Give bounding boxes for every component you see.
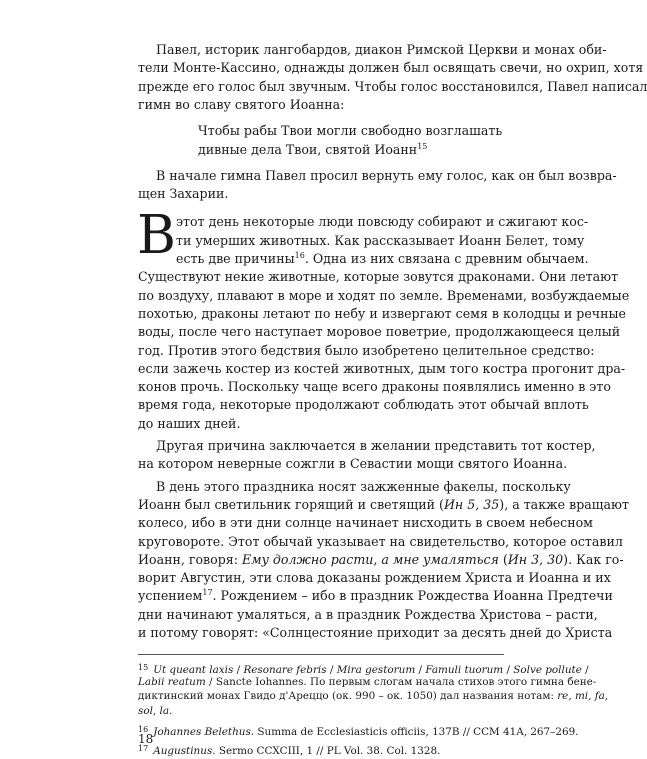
body-text: ). Как го- (563, 551, 624, 567)
footnote-text: Solve pollute (513, 664, 582, 677)
body-line: щен Захарии. (138, 186, 229, 202)
body-line (138, 551, 624, 570)
body-line: ти умерших животных. Как рассказывает Иоанн Белет, тому (176, 232, 585, 248)
verse-text: дивные дела Твои, святой Иоанн (198, 141, 418, 157)
body-text: ( (498, 551, 508, 567)
body-line: до наших дней. (138, 415, 241, 431)
intro-line: Павел, историк лангобардов, диакон Римской Церкви и монах оби- (156, 42, 607, 57)
footnote-text: Famuli tuorum (425, 664, 504, 677)
intro-line: тели Монте-Кассино, однажды должен был освящать свечи, но охрип, хотя (138, 60, 644, 76)
body-text: . Рождением – ибо в праздник Рождества Иоанна Предтечи (212, 588, 613, 604)
footnote-text: Mira gestorum (336, 664, 416, 677)
footnote-text: . (169, 704, 173, 717)
body-line: круговороте. Этот обычай указывает на свидетельство, которое оставил (138, 533, 623, 549)
footnote-number: 16 (138, 725, 149, 735)
body-line: если зажечь костер из костей животных, дым того костра прогонит дра- (138, 360, 626, 376)
scripture-citation: Ин 5, 35 (443, 496, 500, 512)
body-line: конов прочь. Поскольку чаще всего драконы появлялись именно в это (138, 379, 611, 395)
body-line: по воздуху, плавают в море и ходят по земле. Временами, возбуждаемые (138, 287, 630, 303)
footnote-text: . Summa de Ecclesiasticis officiis, 137B // CCM 41A, 267–269. (250, 726, 579, 739)
body-line: В день этого праздника носят зажженные факелы, поскольку (156, 478, 571, 494)
footnote-15-line (138, 689, 609, 704)
body-line: похотью, драконы летают по небу и извергают семя в колодцы и речные (138, 305, 627, 321)
footnote-author: Augustinus (153, 744, 213, 757)
body-line (138, 587, 613, 606)
body-text: Иоанн был светильник горящий и светящий ( (138, 496, 444, 512)
body-line: В начале гимна Павел просил вернуть ему голос, как он был возвра- (156, 167, 617, 183)
body-line: ворит Августин, эти слова доказаны рождением Христа и Иоанна и их (138, 570, 611, 586)
body-line: воды, после чего наступает моровое поветрие, продолжающееся целый (138, 324, 621, 340)
intro-line: прежде его голос был звучным. Чтобы голос восстановился, Павел написал (138, 78, 647, 94)
scripture-citation: Ин 3, 30 (507, 551, 564, 567)
body-line: этот день некоторые люди повсюду собирают и сжигают кос- (176, 214, 589, 230)
body-line: на котором неверные сожгли в Севастии мощи святого Иоанна. (138, 456, 568, 472)
footnote-ref: 15 (417, 141, 428, 151)
footnote-text: диктинский монах Гвидо д'Ареццо (ок. 990 – ок. 1050) дал названия нотам: (138, 690, 558, 703)
body-line (138, 496, 629, 515)
footnote-text: Ut queant laxis (153, 664, 234, 677)
footnote-ref: 17 (202, 588, 213, 598)
body-line: колесо, ибо в эти дни солнце начинает нисходить в своем небесном (138, 515, 593, 531)
footnote-ref: 16 (294, 251, 305, 260)
page-number: 18 (138, 732, 154, 746)
footnote-text: / (205, 675, 216, 688)
body-text: Иоанн, говоря: (138, 551, 242, 567)
body-text: . Одна из них связана с древним обычаем. (304, 251, 589, 266)
verse-line: Чтобы рабы Твои могли свободно возглашать (198, 123, 503, 139)
footnote-text: Resonare febris (243, 664, 327, 677)
body-line: время года, некоторые продолжают соблюдать этот обычай вплоть (138, 397, 589, 413)
footnote-text: Labii reatum (138, 675, 206, 688)
body-line: Другая причина заключается в желании представить тот костер, (156, 438, 596, 453)
footnote-text: / (415, 664, 426, 677)
footnote-text: sol, la (138, 704, 170, 717)
drop-cap: В (137, 205, 176, 267)
footnote-15-line (138, 704, 504, 719)
footnote-number: 17 (138, 743, 149, 753)
footnote-17 (138, 741, 504, 759)
footnote-text: / (326, 664, 337, 677)
footnote-number: 15 (138, 663, 149, 673)
footnote-text: re, mi, fa, (557, 690, 609, 703)
body-line: Существуют некие животные, которые зовутся драконами. Они летают (138, 269, 619, 285)
footnote-15-line (138, 675, 597, 690)
footnote-text: / (233, 664, 244, 677)
footnote-16 (138, 722, 579, 740)
body-line: и потому говорят: «Солнцестояние приходит за десять дней до Христа (138, 625, 613, 640)
scripture-quote: Ему должно расти, а мне умаляться (241, 551, 499, 567)
intro-line: гимн во славу святого Иоанна: (138, 96, 345, 112)
body-text: успением (138, 588, 203, 604)
footnote-text: / (503, 664, 514, 677)
body-text: ), а также вращают (499, 496, 629, 512)
body-line: дни начинают умаляться, а в праздник Рождества Христова – расти, (138, 606, 598, 622)
body-line (176, 250, 589, 269)
footnote-rule (138, 654, 504, 655)
footnote-text: Sancte Iohannes (215, 675, 304, 688)
footnote-text: . По первым слогам начала стихов этого гимна бене- (303, 675, 597, 688)
footnote-text: . Sermo CCXCIII, 1 // PL Vol. 38. Col. 1328. (212, 744, 441, 757)
body-line: год. Против этого бедствия было изобретено целительное средство: (138, 342, 595, 358)
body-text: есть две причины (176, 251, 295, 266)
verse-line (198, 141, 498, 160)
footnote-author: Johannes Belethus (153, 726, 251, 739)
footnote-text: / (581, 664, 589, 677)
